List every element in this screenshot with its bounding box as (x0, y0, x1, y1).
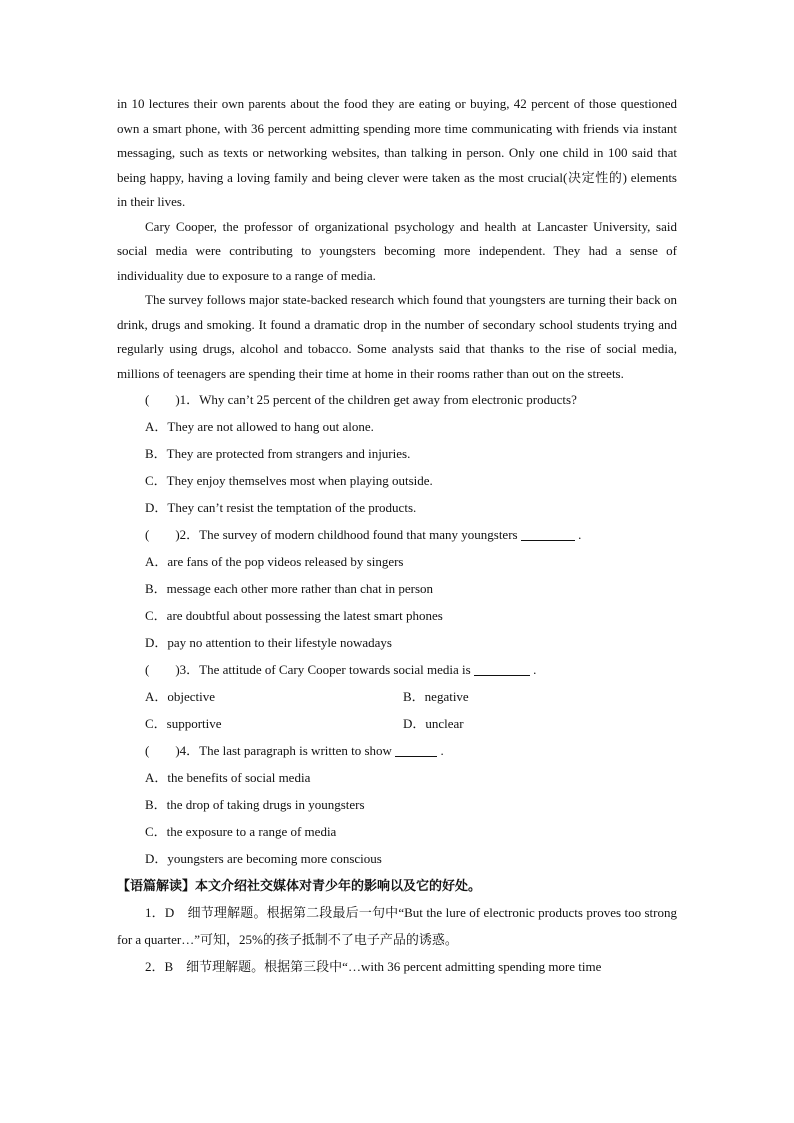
question-4 (117, 737, 677, 872)
question-1-option-b: B．They are protected from strangers and injuries. (145, 446, 411, 461)
question-4-option-a: A．the benefits of social media (145, 770, 311, 785)
passage-paragraph-1: in 10 lectures their own parents about the food they are eating or buying, 42 percent of those questioned own a smart phone, with 36 percent admitting spending more time communicating with friends via instant messaging, such as texts or networking websites, than talking in person. Only one child in 100 said that being happy, having a loving family and being clever were taken as the most crucial(决定性的) elements in their lives. (117, 96, 677, 209)
question-2-stem (117, 521, 677, 548)
question-3-stem (117, 656, 677, 683)
question-1-option-a: A．They are not allowed to hang out alone. (145, 419, 374, 434)
passage-paragraph-3: The survey follows major state-backed research which found that youngsters are turning their back on drink, drugs and smoking. It found a dramatic drop in the number of secondary school students trying and regularly using drugs, alcohol and tobacco. Some analysts said that thanks to the rise of social media, millions of teenagers are spending their time at home in their rooms rather than out on the streets. (117, 292, 677, 381)
question-4-stem (117, 737, 677, 764)
question-3 (117, 656, 677, 737)
question-1-option-c: C．They enjoy themselves most when playing outside. (145, 473, 433, 488)
analysis-heading: 【语篇解读】本文介绍社交媒体对青少年的影响以及它的好处。 (117, 878, 482, 893)
passage-paragraph-2: Cary Cooper, the professor of organizational psychology and health at Lancaster University, said social media were contributing to youngsters becoming more independent. They had a sense of individuality due to exposure to a range of media. (117, 218, 677, 283)
question-3-options-row-2 (117, 710, 677, 737)
question-3-stem-text: ( )3．The attitude of Cary Cooper towards social media is (145, 662, 474, 677)
answer-blank (474, 661, 530, 676)
question-2 (117, 521, 677, 656)
analysis-answer-2: 2．B 细节理解题。根据第三段中“…with 36 percent admitting spending more time (145, 959, 602, 974)
analysis-answer-1: 1．D 细节理解题。根据第二段最后一句中“But the lure of electronic products proves too strong for a quarter…”可知，25%的孩子抵制不了电子产品的诱惑。 (117, 905, 677, 947)
question-3-options-row-1 (117, 683, 677, 710)
answer-analysis (117, 872, 677, 980)
question-4-option-c: C．the exposure to a range of media (145, 824, 337, 839)
question-2-stem-end: . (574, 527, 582, 542)
question-3-option-d: D．unclear (403, 716, 464, 731)
document-page (117, 92, 677, 980)
answer-blank (521, 526, 575, 541)
question-2-stem-text: ( )2．The survey of modern childhood found that many youngsters (145, 527, 521, 542)
question-3-stem-end: . (529, 662, 537, 677)
question-3-option-c: C．supportive (145, 716, 222, 731)
question-2-option-d: D．pay no attention to their lifestyle nowadays (145, 635, 392, 650)
question-2-option-b: B．message each other more rather than chat in person (145, 581, 434, 596)
question-4-option-d: D．youngsters are becoming more conscious (145, 851, 382, 866)
question-3-option-a: A．objective (145, 689, 216, 704)
question-1-stem: ( )1．Why can’t 25 percent of the children get away from electronic products? (145, 392, 577, 407)
question-2-option-c: C．are doubtful about possessing the latest smart phones (145, 608, 443, 623)
question-2-option-a: A．are fans of the pop videos released by singers (145, 554, 404, 569)
question-1-option-d: D．They can’t resist the temptation of the products. (145, 500, 417, 515)
question-4-option-b: B．the drop of taking drugs in youngsters (145, 797, 365, 812)
question-4-stem-end: . (437, 743, 444, 758)
question-4-stem-text: ( )4．The last paragraph is written to show (145, 743, 396, 758)
answer-blank (395, 742, 437, 757)
question-3-option-b: B．negative (403, 689, 469, 704)
question-1 (117, 386, 677, 521)
